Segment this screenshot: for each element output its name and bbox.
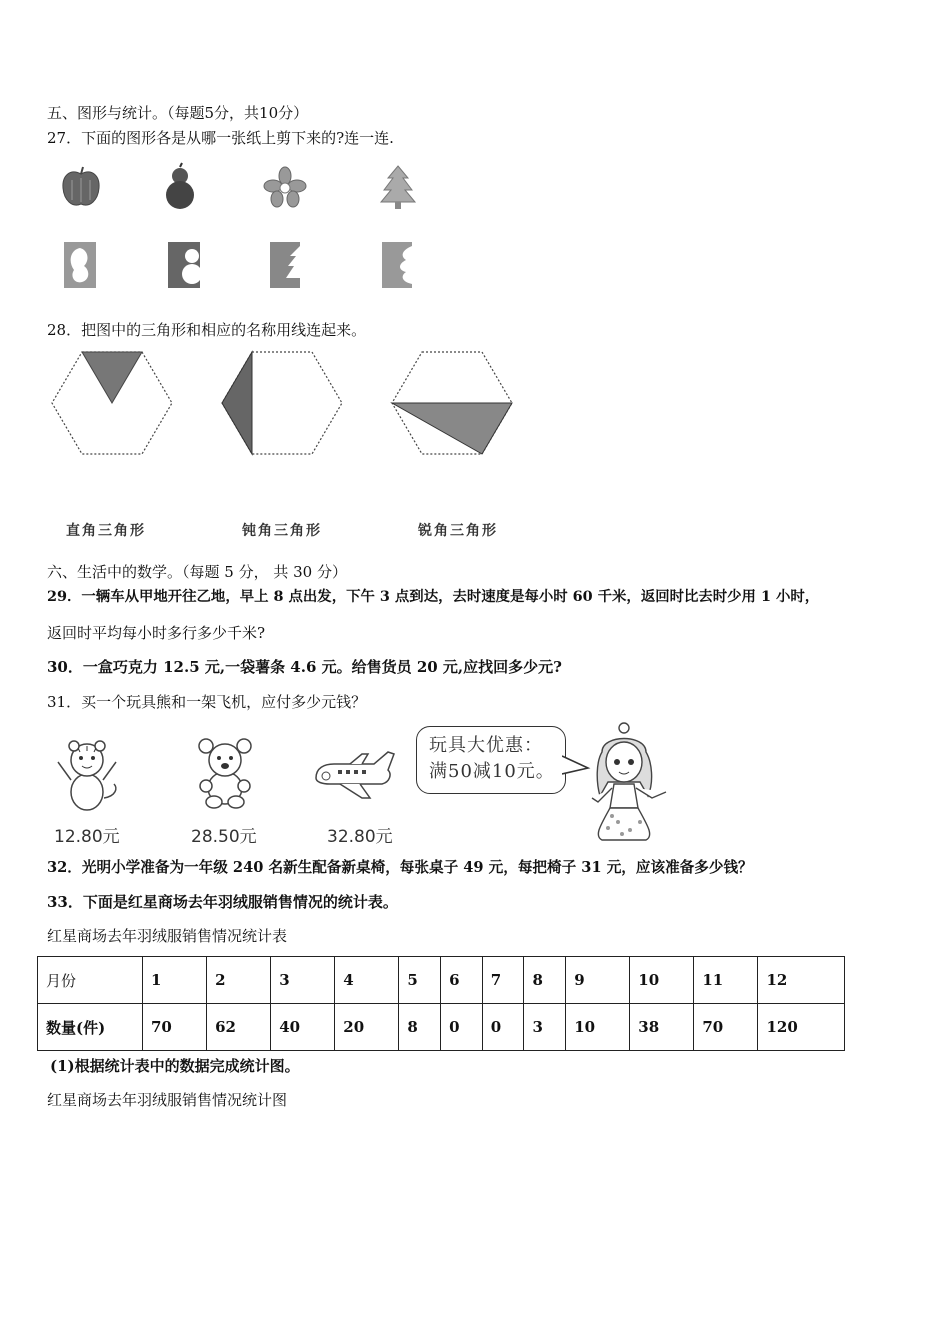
- label-right-triangle: 直角三角形: [66, 523, 146, 539]
- table-header-quantity: 数量(件): [38, 1004, 143, 1051]
- table-cell: 12: [758, 957, 845, 1004]
- tiger-toy-icon: [52, 734, 122, 816]
- table-header-month: 月份: [38, 957, 143, 1004]
- table-cell: 1: [143, 957, 207, 1004]
- flower-cutout-icon: [262, 166, 308, 208]
- table-title: 红星商场去年羽绒服销售情况统计表: [47, 927, 288, 945]
- table-cell: 0: [482, 1004, 524, 1051]
- table-cell: 0: [441, 1004, 483, 1051]
- table-cell: 10: [630, 957, 694, 1004]
- label-obtuse-triangle: 钝角三角形: [242, 523, 322, 539]
- gourd-cutout-icon: [160, 162, 200, 212]
- paper-sheet-1-icon: [60, 240, 100, 290]
- table-cell: 7: [482, 957, 524, 1004]
- section5-title: 五、图形与统计。（每题5分，共10分）: [47, 104, 309, 122]
- hexagon-obtuse-triangle: [220, 348, 346, 458]
- table-cell: 70: [694, 1004, 758, 1051]
- table-cell: 6: [441, 957, 483, 1004]
- table-cell: 4: [335, 957, 399, 1004]
- question-29-line2: 返回时平均每小时多行多少千米?: [47, 624, 266, 642]
- table-cell: 5: [399, 957, 441, 1004]
- promo-line-1: 玩具大优惠：: [429, 735, 543, 756]
- promo-line-2: 满50减10元。: [429, 761, 555, 782]
- sub-question-1: (1)根据统计表中的数据完成统计图。: [50, 1057, 300, 1075]
- table-cell: 3: [271, 957, 335, 1004]
- question-29-line1: 29．一辆车从甲地开往乙地，早上 8 点出发，下午 3 点到达，去时速度是每小时 60 千米，返回时比去时少用 1 小时，: [47, 588, 820, 605]
- airplane-toy-icon: [310, 748, 398, 804]
- tree-cutout-icon: [378, 164, 418, 210]
- section6-title: 六、生活中的数学。（每题 5 分， 共 30 分）: [47, 563, 347, 581]
- table-row-quantities: [38, 1004, 845, 1051]
- table-cell: 9: [566, 957, 630, 1004]
- price-bear: 28.50元: [191, 827, 257, 847]
- table-cell: 38: [630, 1004, 694, 1051]
- apple-cutout-icon: [58, 164, 104, 210]
- paper-sheet-4-icon: [378, 240, 418, 290]
- paper-sheet-3-icon: [266, 240, 306, 290]
- price-tiger: 12.80元: [54, 827, 120, 847]
- question-31: 31．买一个玩具熊和一架飞机，应付多少元钱？: [47, 693, 367, 711]
- teddy-bear-toy-icon: [192, 736, 258, 810]
- table-cell: 120: [758, 1004, 845, 1051]
- hexagon-right-triangle: [50, 348, 176, 458]
- table-cell: 70: [143, 1004, 207, 1051]
- table-cell: 40: [271, 1004, 335, 1051]
- table-cell: 10: [566, 1004, 630, 1051]
- question-33: 33．下面是红星商场去年羽绒服销售情况的统计表。: [47, 893, 398, 911]
- girl-illustration-icon: [582, 722, 674, 846]
- question-27: 27．下面的图形各是从哪一张纸上剪下来的?连一连.: [47, 129, 394, 147]
- table-cell: 20: [335, 1004, 399, 1051]
- chart-title: 红星商场去年羽绒服销售情况统计图: [47, 1091, 288, 1109]
- question-28: 28．把图中的三角形和相应的名称用线连起来。: [47, 321, 367, 339]
- promo-speech-bubble: [416, 726, 566, 794]
- price-airplane: 32.80元: [327, 827, 393, 847]
- table-cell: 3: [524, 1004, 566, 1051]
- paper-sheet-2-icon: [164, 240, 204, 290]
- table-row-months: [38, 957, 845, 1004]
- table-cell: 8: [524, 957, 566, 1004]
- table-cell: 2: [207, 957, 271, 1004]
- hexagon-acute-triangle: [390, 348, 516, 458]
- sales-table: [37, 956, 845, 1051]
- question-32: 32．光明小学准备为一年级 240 名新生配备新桌椅，每张桌子 49 元，每把椅子 31 元，应该准备多少钱？: [47, 859, 753, 876]
- table-cell: 11: [694, 957, 758, 1004]
- table-cell: 8: [399, 1004, 441, 1051]
- label-acute-triangle: 锐角三角形: [418, 523, 498, 539]
- question-30: 30．一盒巧克力 12.5 元,一袋薯条 4.6 元。给售货员 20 元,应找回多少元?: [47, 658, 562, 676]
- table-cell: 62: [207, 1004, 271, 1051]
